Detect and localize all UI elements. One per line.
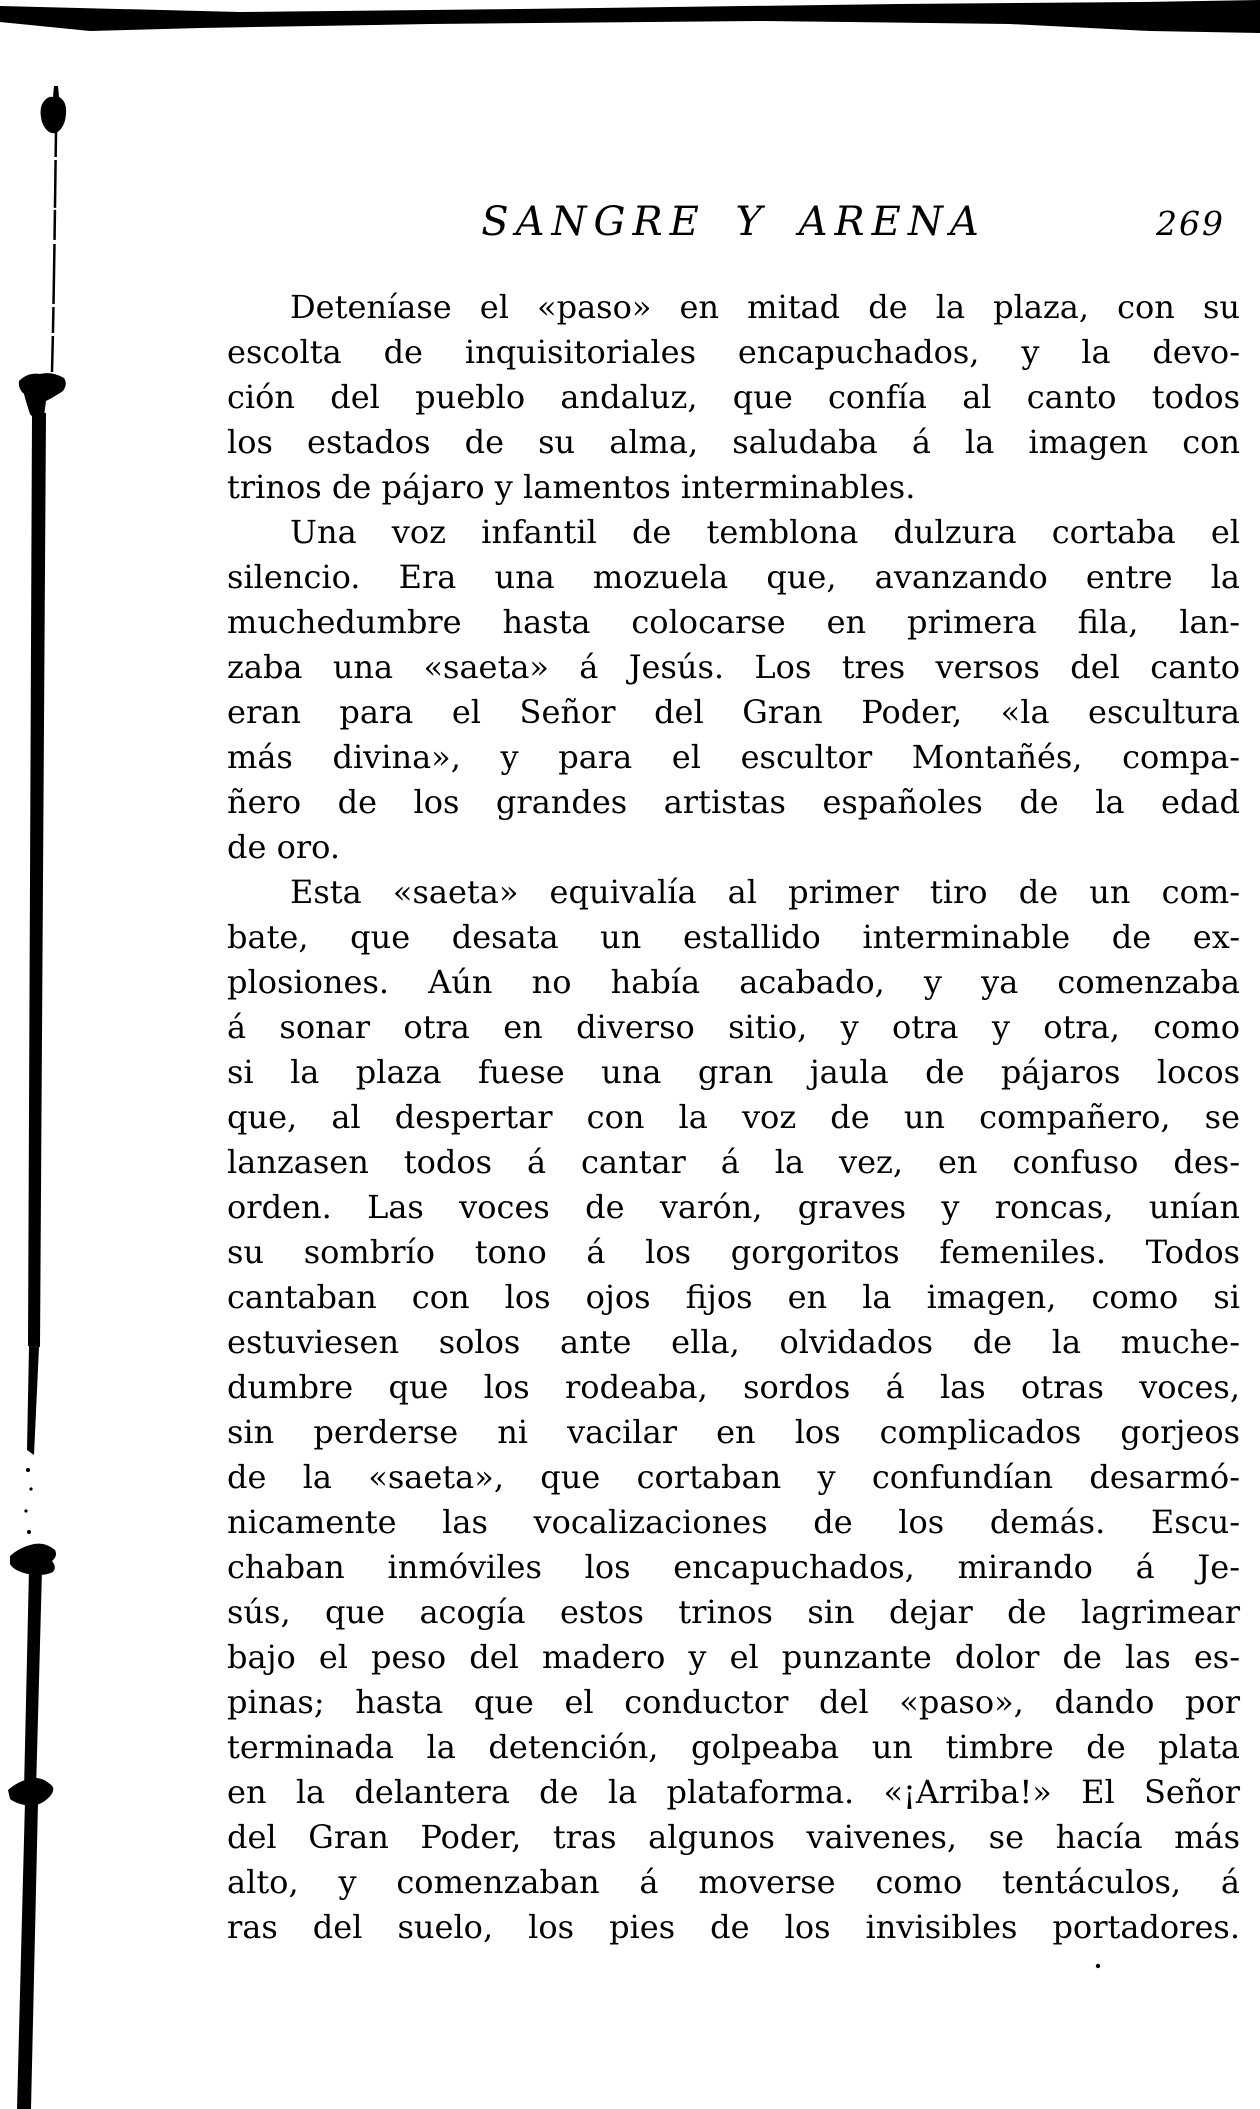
binding-bar-middle bbox=[24, 1569, 42, 1791]
text-line: Una voz infantil de temblona dulzura cortaba el bbox=[290, 513, 1240, 551]
text-line: de la «saeta», que cortaban y confundían desarmó- bbox=[227, 1458, 1240, 1496]
text-line: dumbre que los rodeaba, sordos á las otras voces, bbox=[227, 1368, 1240, 1406]
text-line: ñero de los grandes artistas españoles de la edad bbox=[227, 783, 1240, 821]
text-line: terminada la detención, golpeaba un timbre de plata bbox=[227, 1728, 1240, 1766]
text-line: alto, y comenzaban á moverse como tentáculos, á bbox=[227, 1863, 1240, 1901]
text-line: Esta «saeta» equivalía al primer tiro de un com- bbox=[290, 873, 1240, 911]
text-line: su sombrío tono á los gorgoritos femeniles. Todos bbox=[227, 1233, 1240, 1271]
binding-bar-lower bbox=[17, 1801, 38, 2109]
text-line: sin perderse ni vacilar en los complicados gorjeos bbox=[227, 1413, 1240, 1451]
text-line: Deteníase el «paso» en mitad de la plaza, con su bbox=[290, 288, 1240, 326]
text-line: lanzasen todos á cantar á la vez, en confuso des- bbox=[227, 1143, 1240, 1181]
binding-speckle bbox=[29, 1487, 32, 1490]
page-header bbox=[227, 196, 1240, 248]
binding-bar-fade bbox=[27, 1346, 39, 1455]
text-line: bajo el peso del madero y el punzante dolor de las es- bbox=[227, 1638, 1240, 1676]
running-title: SANGRE Y ARENA bbox=[481, 199, 986, 245]
text-line: estuviesen solos ante ella, olvidados de la muche- bbox=[227, 1323, 1240, 1361]
text-line: escolta de inquisitoriales encapuchados, y la devo- bbox=[227, 333, 1240, 371]
text-line: los estados de su alma, saludaba á la imagen con bbox=[227, 423, 1240, 461]
text-line: del Gran Poder, tras algunos vaivenes, se hacía más bbox=[227, 1818, 1240, 1856]
ink-speck bbox=[1096, 1964, 1100, 1968]
text-line: si la plaza fuese una gran jaula de pájaros locos bbox=[227, 1053, 1240, 1091]
text-line: zaba una «saeta» á Jesús. Los tres versos del canto bbox=[227, 648, 1240, 686]
text-line: de oro. bbox=[227, 828, 341, 866]
text-line: ción del pueblo andaluz, que confía al canto todos bbox=[227, 378, 1240, 416]
text-line: nicamente las vocalizaciones de los demás. Escu- bbox=[227, 1503, 1240, 1541]
text-line: bate, que desata un estallido interminable de ex- bbox=[227, 918, 1240, 956]
text-line: ras del suelo, los pies de los invisibles portadores. bbox=[227, 1908, 1240, 1946]
binding-mark-top-hook bbox=[41, 86, 67, 133]
text-line: pinas; hasta que el conductor del «paso», dando por bbox=[227, 1683, 1240, 1721]
text-line: sús, que acogía estos trinos sin dejar de lagrimear bbox=[227, 1593, 1240, 1631]
text-line: que, al despertar con la voz de un compañero, se bbox=[227, 1098, 1240, 1136]
binding-speckle bbox=[24, 1509, 27, 1512]
text-line: muchedumbre hasta colocarse en primera fila, lan- bbox=[227, 603, 1240, 641]
text-line: chaban inmóviles los encapuchados, mirando á Je- bbox=[227, 1548, 1240, 1586]
page-number: 269 bbox=[1156, 204, 1225, 243]
text-line: cantaban con los ojos fijos en la imagen, como si bbox=[227, 1278, 1240, 1316]
text-line: á sonar otra en diverso sitio, y otra y otra, como bbox=[227, 1008, 1240, 1046]
text-line: en la delantera de la plataforma. «¡Arriba!» El Señor bbox=[227, 1773, 1240, 1811]
binding-bar-upper bbox=[28, 412, 46, 1347]
text-line: trinos de pájaro y lamentos interminables. bbox=[227, 468, 916, 506]
binding-speckle bbox=[27, 1530, 31, 1534]
text-line: orden. Las voces de varón, graves y roncas, unían bbox=[227, 1188, 1240, 1226]
top-edge-scan-bar bbox=[0, 0, 1260, 33]
body-text bbox=[227, 285, 1240, 1950]
text-line: más divina», y para el escultor Montañés, compa- bbox=[227, 738, 1240, 776]
binding-speckle bbox=[26, 1468, 30, 1472]
text-line: eran para el Señor del Gran Poder, «la escultura bbox=[227, 693, 1240, 731]
text-line: silencio. Era una mozuela que, avanzando entre la bbox=[227, 558, 1240, 596]
binding-mark-knot-1 bbox=[19, 373, 66, 418]
binding-thread-line bbox=[52, 131, 56, 372]
text-line: plosiones. Aún no había acabado, y ya comenzaba bbox=[227, 963, 1240, 1001]
